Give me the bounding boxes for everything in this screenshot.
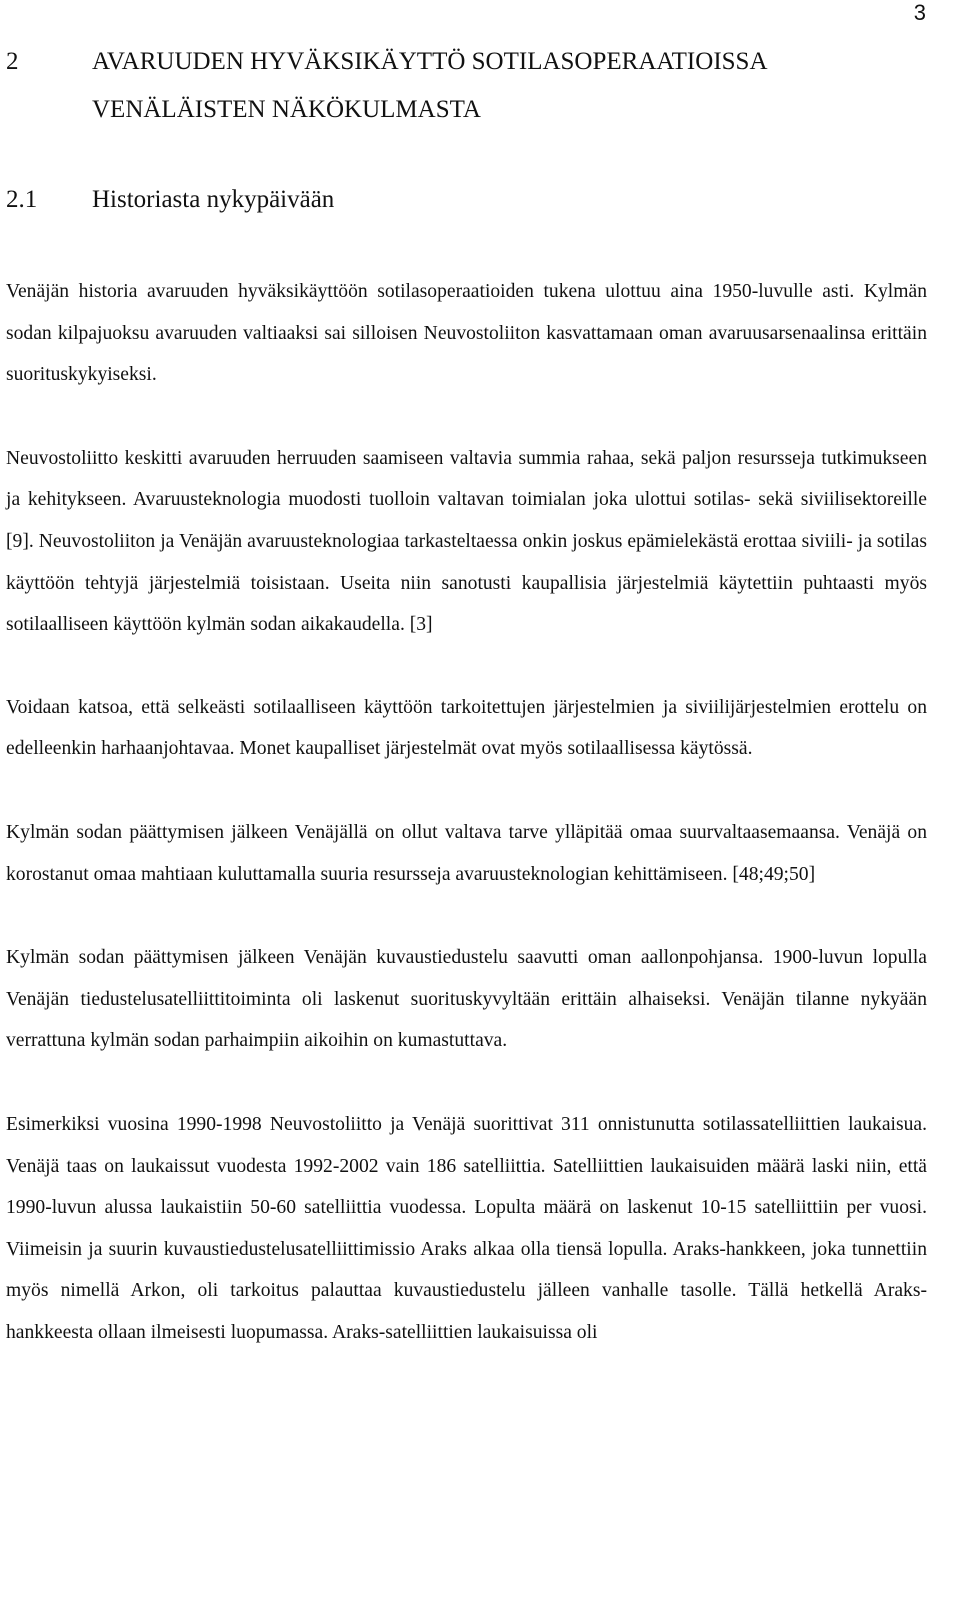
body-text [6,271,927,1353]
paragraph: Voidaan katsoa, että selkeästi sotilaalliseen käyttöön tarkoitettujen järjestelmien ja siviilijärjestelmien erottelu on edelleenkin harhaanjohtavaa. Monet kaupalliset järjestelmät ovat myös sotilaallisessa käytössä. [6,696,927,760]
paragraph: Esimerkiksi vuosina 1990-1998 Neuvostoliitto ja Venäjä suorittivat 311 onnistunutta sotilassatelliittien laukaisua. Venäjä taas on laukaissut vuodesta 1992-2002 vain 186 satelliittia. Satelliittien laukaisuiden määrä laski niin, että 1990-luvun alussa laukaistiin 50-60 satelliittia vuodessa. Lopulta määrä on laskenut 10-15 satelliittiin per vuosi. Viimeisin ja suurin kuvaustiedustelusatelliittimissio Araks alkaa olla tiensä lopulla. Araks-hankkeen, joka tunnettiin myös nimellä Arkon, oli tarkoitus palauttaa kuvaustiedustelu jälleen vanhalle tasolle. Tällä hetkellä Araks-hankkeesta ollaan ilmeisesti luopumassa. Araks-satelliittien laukaisuissa oli [6,1113,927,1343]
section-number: 2.1 [6,186,38,213]
paragraph: Venäjän historia avaruuden hyväksikäyttöön sotilasoperaatioiden tukena ulottuu aina 1950-luvulle asti. Kylmän sodan kilpajuoksu avaruuden valtiaaksi sai silloisen Neuvostoliiton kasvattamaan oman avaruusarsenaalinsa erittäin suorituskykyiseksi. [6,281,927,386]
paragraph: Neuvostoliitto keskitti avaruuden herruuden saamiseen valtavia summia rahaa, sekä paljon resursseja tutkimukseen ja kehitykseen. Avaruusteknologia muodosti tuolloin valtavan toimialan joka ulottui sotilas- sekä siviilisektoreille [9]. Neuvostoliiton ja Venäjän avaruusteknologiaa tarkasteltaessa onkin joskus epämielekästä erottaa siviili- ja sotilas käyttöön tehtyjä järjestelmiä toisistaan. Useita niin sanotusti kaupallisia järjestelmiä käytettiin puhtaasti myös sotilaalliseen käyttöön kylmän sodan aikakaudella. [3] [6,447,927,636]
chapter-number-spacer [6,86,92,134]
chapter-heading [6,38,936,134]
section-heading [6,178,334,222]
chapter-heading-line-1 [6,38,936,86]
chapter-heading-line-2 [6,86,936,134]
chapter-title-line-2: VENÄLÄISTEN NÄKÖKULMASTA [92,96,481,123]
paragraph: Kylmän sodan päättymisen jälkeen Venäjällä on ollut valtava tarve ylläpitää omaa suurvaltaasemaansa. Venäjä on korostanut omaa mahtiaan kuluttamalla suuria resursseja avaruusteknologian kehittämiseen. [48;49;50] [6,821,927,885]
section-title: Historiasta nykypäivään [92,186,335,213]
chapter-title-line-1: AVARUUDEN HYVÄKSIKÄYTTÖ SOTILASOPERAATIOISSA [92,48,768,75]
paragraph: Kylmän sodan päättymisen jälkeen Venäjän kuvaustiedustelu saavutti oman aallonpohjansa. 1900-luvun lopulla Venäjän tiedustelusatelliittitoiminta oli laskenut suorituskyvyltään erittäin alhaiseksi. Venäjän tilanne nykyään verrattuna kylmän sodan parhaimpiin aikoihin on kumastuttava. [6,947,927,1052]
chapter-number: 2 [6,48,19,75]
page-number: 3 [913,0,926,25]
